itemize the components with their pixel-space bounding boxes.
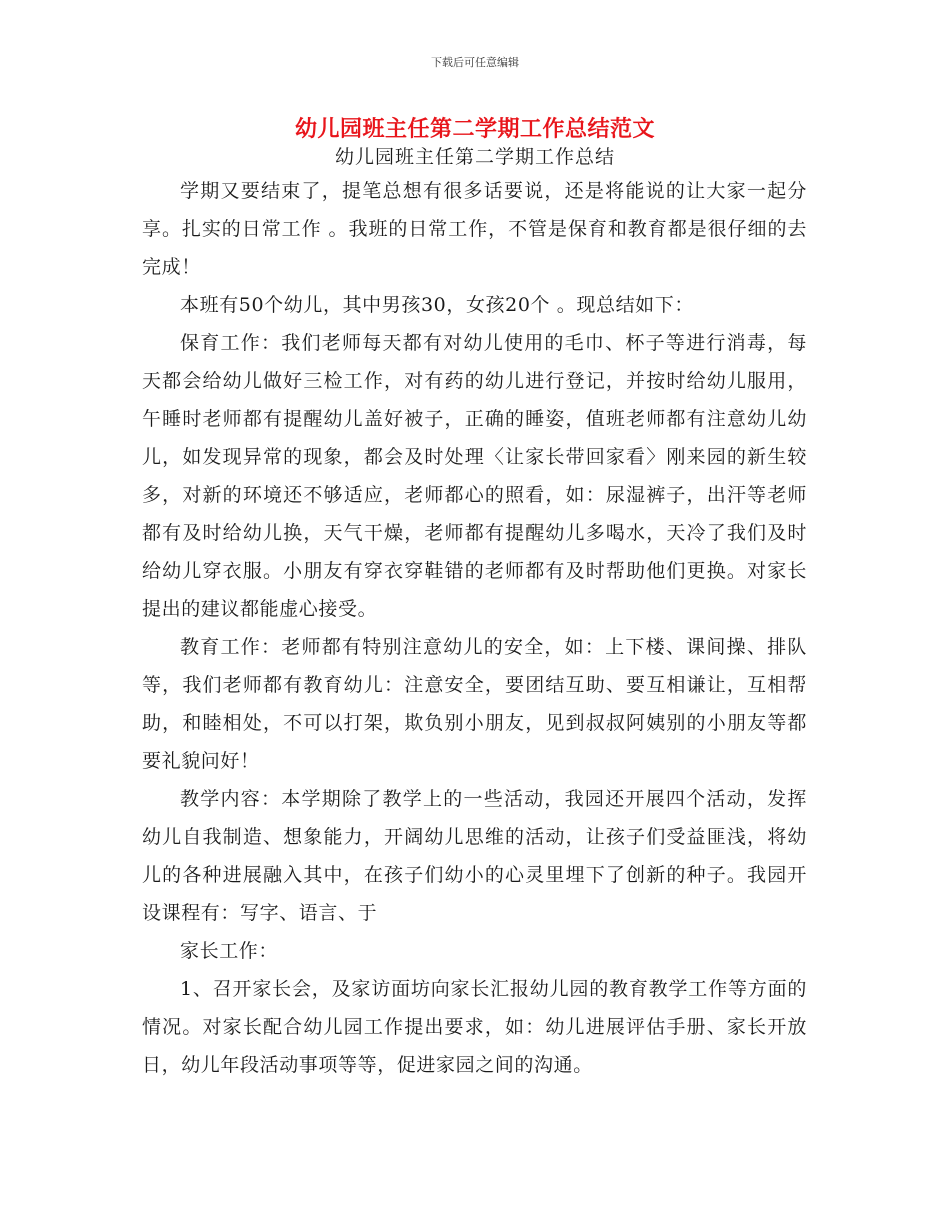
paragraph-intro: 学期又要结束了，提笔总想有很多话要说，还是将能说的让大家一起分享。扎实的日常工作 。我班的日常工作，不管是保育和教育都是很仔细的去完成！ bbox=[142, 180, 807, 278]
document-subtitle: 幼儿园班主任第二学期工作总结 bbox=[334, 146, 615, 168]
document-body bbox=[142, 172, 807, 1084]
paragraph-class-size: 本班有50个幼儿，其中男孩30，女孩20个 。现总结如下： bbox=[180, 294, 694, 316]
paragraph-parent-meeting: 1、召开家长会，及家访面坊向家长汇报幼儿园的教育教学工作等方面的情况。对家长配合幼儿园工作提出要求，如：幼儿进展评估手册、家长开放日，幼儿年段活动事项等等，促进家园之间的沟通。 bbox=[142, 978, 807, 1076]
paragraph-care-work: 保育工作：我们老师每天都有对幼儿使用的毛巾、杯子等进行消毒，每天都会给幼儿做好三检工作，对有药的幼儿进行登记，并按时给幼儿服用，午睡时老师都有提醒幼儿盖好被子，正确的睡姿，值班老师都有注意幼儿幼儿，如发现异常的现象，都会及时处理〈让家长带回家看〉刚来园的新生较多，对新的环境还不够适应，老师都心的照看，如：尿湿裤子，出汗等老师都有及时给幼儿换，天气干燥，老师都有提醒幼儿多喝水，天冷了我们及时给幼儿穿衣服。小朋友有穿衣穿鞋错的老师都有及时帮助他们更换。对家长提出的建议都能虚心接受。 bbox=[142, 332, 807, 620]
paragraph-teaching-content: 教学内容：本学期除了教学上的一些活动，我园还开展四个活动，发挥幼儿自我制造、想象能力，开阔幼儿思维的活动，让孩子们受益匪浅，将幼儿的各种进展融入其中，在孩子们幼小的心灵里埋下了创新的种子。我园开设课程有：写字、语言、于 bbox=[142, 788, 807, 924]
header-note: 下载后可任意编辑 bbox=[431, 56, 519, 69]
paragraph-parent-work-heading: 家长工作： bbox=[180, 940, 279, 962]
paragraph-education-work: 教育工作：老师都有特别注意幼儿的安全，如：上下楼、课间操、排队等，我们老师都有教育幼儿：注意安全，要团结互助、要互相谦让，互相帮助，和睦相处，不可以打架，欺负别小朋友，见到叔叔阿姨别的小朋友等都要礼貌问好！ bbox=[142, 636, 807, 772]
document-title: 幼儿园班主任第二学期工作总结范文 bbox=[294, 117, 655, 142]
